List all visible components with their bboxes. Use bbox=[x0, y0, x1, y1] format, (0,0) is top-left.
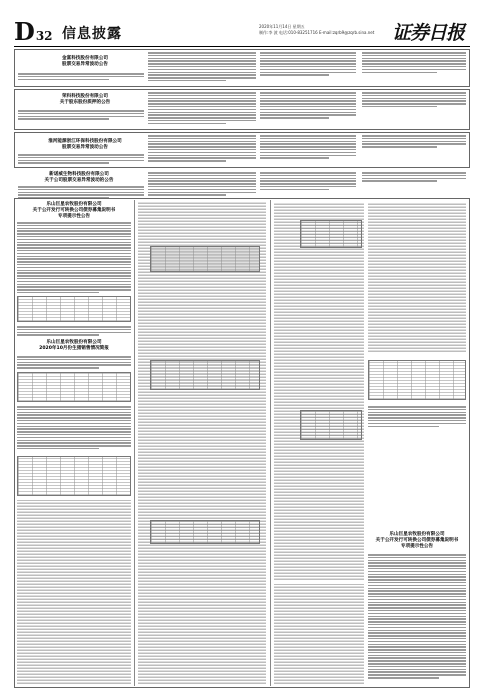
notice-col-3c bbox=[260, 135, 356, 160]
middle-table-b bbox=[150, 360, 260, 390]
notice-title-3: 淮河能源浙江环保科技股份有限公司 股票交易异常波动公告 bbox=[48, 139, 122, 150]
notice-col-3d bbox=[362, 135, 466, 149]
right-column-table-c bbox=[274, 584, 364, 684]
notice-col-4c bbox=[260, 172, 356, 192]
notice-table-6b bbox=[17, 456, 131, 496]
notice-title-2: 荣科科技股份有限公司 关于股东股份质押的公告 bbox=[59, 94, 111, 105]
page-number: D32 bbox=[14, 17, 53, 46]
notice-col-2c bbox=[260, 92, 356, 120]
notice-table-5 bbox=[17, 296, 131, 322]
notice-text-1 bbox=[18, 73, 144, 81]
notice-text-6b bbox=[17, 406, 131, 451]
middle-table-c bbox=[150, 520, 260, 544]
notice-text-7 bbox=[368, 554, 466, 680]
right-column-table-a bbox=[274, 202, 364, 580]
middle-table-a bbox=[150, 246, 260, 272]
notice-col-1d bbox=[362, 52, 466, 74]
column-separator-1 bbox=[134, 200, 135, 686]
notice-text-5b bbox=[17, 326, 131, 337]
notice-text-6 bbox=[17, 356, 131, 370]
notice-col-1b bbox=[148, 52, 256, 83]
right-text-b bbox=[368, 406, 466, 428]
right-table-a2 bbox=[300, 410, 362, 440]
date-line: 2020年11月14日 星期五 bbox=[259, 24, 305, 29]
page-header bbox=[14, 17, 470, 46]
notice-text-5 bbox=[17, 222, 131, 295]
left-column-table-text bbox=[17, 500, 131, 684]
header-meta bbox=[259, 24, 374, 36]
notice-table-6 bbox=[17, 372, 131, 402]
notice-col-2b bbox=[148, 92, 256, 126]
middle-column-table bbox=[138, 202, 266, 684]
notice-title-4: 新诺威生物科技股份有限公司 关于公司股票交易异常波动的公告 bbox=[44, 172, 114, 183]
notice-col-2d bbox=[362, 92, 466, 109]
right-column-table-b bbox=[368, 202, 466, 352]
notice-title-7: 乐山巨星农牧股份有限公司 关于公开发行可转换公司债券募集说明书 专项提示性公告 bbox=[375, 532, 459, 549]
notice-title-5: 乐山巨星农牧股份有限公司 关于公开发行可转换公司债券募集说明书 专项提示性公告 bbox=[32, 202, 116, 219]
column-separator-2 bbox=[270, 200, 271, 686]
notice-col-4b bbox=[148, 172, 256, 197]
right-table-b1 bbox=[368, 360, 466, 400]
section-title: 信息披露 bbox=[62, 26, 122, 42]
right-table-a1 bbox=[300, 220, 362, 248]
newspaper-logo: 证券日报 bbox=[391, 22, 464, 44]
notice-title-1: 金富科技股份有限公司 股票交易异常波动公告 bbox=[62, 56, 108, 67]
notice-col-4d bbox=[362, 172, 466, 183]
notice-col-3b bbox=[148, 135, 256, 163]
notice-title-6: 乐山巨星农牧股份有限公司 2020年10月份生猪销售情况简报 bbox=[39, 340, 109, 351]
notice-col-1c bbox=[260, 52, 356, 77]
editor-line: 制作:李 波 电话:010-83251716 E-mail:zqrb9@zqrb.sina.net bbox=[259, 30, 375, 35]
notice-text-2 bbox=[18, 110, 144, 121]
header-rule bbox=[14, 46, 470, 47]
notice-text-3 bbox=[18, 154, 144, 165]
